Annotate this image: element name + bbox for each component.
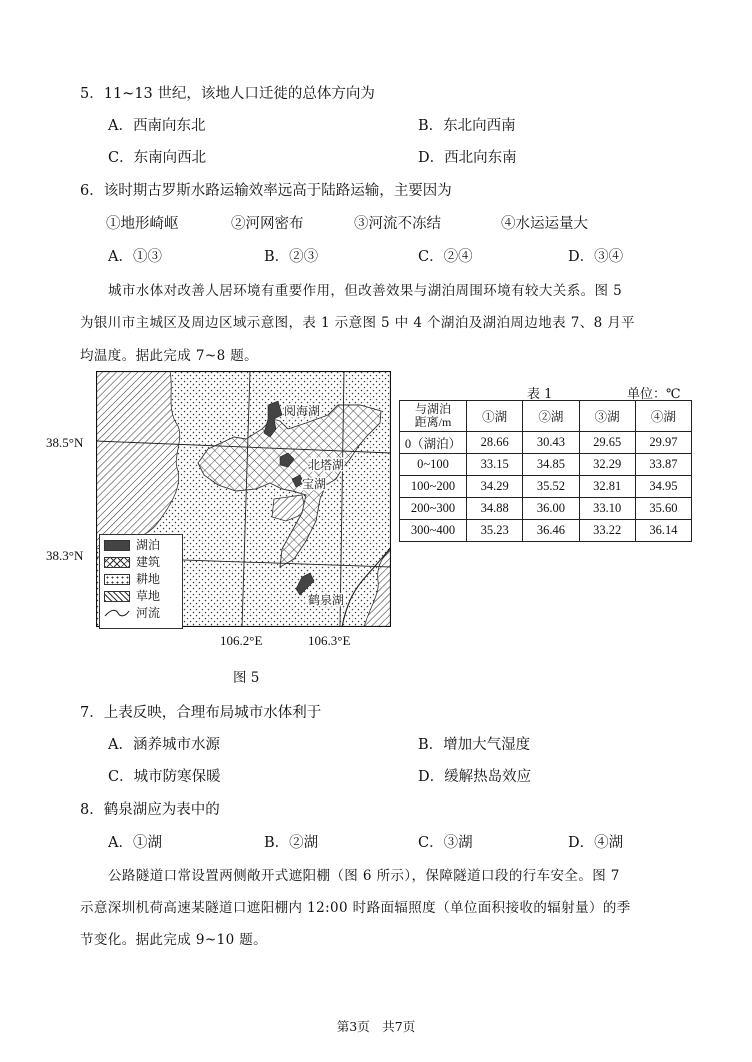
q6-option-c: C．②④ (418, 249, 473, 265)
q6-item-3: ③河流不冻结 (354, 216, 441, 232)
row-label: 100~200 (400, 476, 467, 498)
q7-stem: 7．上表反映，合理布局城市水体利于 (80, 705, 322, 721)
q6-item-2: ②河网密布 (231, 216, 304, 232)
legend-label-river: 河流 (136, 606, 161, 620)
lat-label-38-5: 38.5°N (46, 435, 84, 450)
q5-option-a: A．西南向东北 (108, 118, 206, 134)
legend-swatch-lake (104, 540, 130, 551)
legend-label-building: 建筑 (136, 555, 161, 569)
table-row (400, 520, 692, 542)
label-bao: 宝湖 (302, 477, 327, 491)
table-row (400, 476, 692, 498)
label-beita: 北塔湖 (308, 458, 345, 472)
q6-option-a: A．①③ (108, 249, 162, 265)
intro-9-10-line-2: 示意深圳机荷高速某隧道口遮阳棚内 12:00 时路面辐照度（单位面积接收的辐射量）的季 (80, 900, 631, 916)
figure-5-caption: 图 5 (233, 670, 260, 686)
table-cell: 33.22 (579, 520, 635, 542)
table-1-title: 表 1 (527, 387, 553, 402)
table-cell: 34.88 (467, 498, 523, 520)
q8-option-b: B．②湖 (264, 835, 319, 851)
q6-option-d: D．③④ (568, 249, 624, 265)
table-cell: 33.15 (467, 454, 523, 476)
q5-option-d: D．西北向东南 (418, 150, 517, 166)
table-1 (399, 400, 692, 542)
legend-swatch-building (104, 557, 130, 568)
table-cell: 35.52 (523, 476, 579, 498)
header-distance-line-2: 距离/m (414, 415, 452, 429)
q8-option-a: A．①湖 (108, 835, 162, 851)
header-distance-line-1: 与湖泊 (414, 402, 451, 416)
row-label: 0（湖泊） (400, 432, 467, 454)
q7-option-d: D．缓解热岛效应 (418, 769, 532, 785)
legend-swatch-river (104, 608, 130, 619)
q6-option-b: B．②③ (264, 249, 319, 265)
intro-7-8-line-1: 城市水体对改善人居环境有重要作用，但改善效果与湖泊周围环境有较大关系。图 5 (108, 283, 623, 299)
table-cell: 34.85 (523, 454, 579, 476)
table-row (400, 454, 692, 476)
table-cell: 34.95 (635, 476, 691, 498)
table-cell: 36.46 (523, 520, 579, 542)
table-header-lake-4: ④湖 (635, 401, 691, 432)
row-label: 0~100 (400, 454, 467, 476)
q5-option-b: B．东北向西南 (418, 118, 516, 134)
intro-7-8-line-3: 均温度。据此完成 7~8 题。 (80, 348, 259, 364)
label-hequan: 鹤泉湖 (308, 593, 345, 607)
q8-option-c: C．③湖 (418, 835, 473, 851)
table-1-unit: 单位：℃ (627, 387, 681, 402)
table-cell: 32.29 (579, 454, 635, 476)
table-cell: 28.66 (467, 432, 523, 454)
q5-option-c: C．东南向西北 (108, 150, 207, 166)
q5-stem: 5．11~13 世纪，该地人口迁徙的总体方向为 (80, 86, 375, 102)
table-header-row (400, 401, 692, 432)
intro-7-8-line-2: 为银川市主城区及周边区域示意图，表 1 示意图 5 中 4 个湖泊及湖泊周边地表 7、8 月平 (80, 315, 636, 331)
legend-swatch-grassland (104, 591, 130, 602)
table-cell: 36.14 (635, 520, 691, 542)
table-cell: 30.43 (523, 432, 579, 454)
legend-label-lake: 湖泊 (136, 538, 161, 552)
table-header-lake-3: ③湖 (579, 401, 635, 432)
q6-item-1: ①地形崎岖 (106, 216, 179, 232)
row-label: 200~300 (400, 498, 467, 520)
table-cell: 32.81 (579, 476, 635, 498)
table-cell: 29.65 (579, 432, 635, 454)
table-header-lake-2: ②湖 (523, 401, 579, 432)
row-label: 300~400 (400, 520, 467, 542)
intro-9-10-line-1: 公路隧道口常设置两侧敞开式遮阳棚（图 6 所示），保障隧道口段的行车安全。图 7 (108, 868, 620, 884)
q6-item-4: ④水运运量大 (501, 216, 588, 232)
table-row (400, 432, 692, 454)
table-cell: 33.10 (579, 498, 635, 520)
q7-option-c: C．城市防寒保暖 (108, 769, 221, 785)
lon-label-106-2: 106.2°E (220, 633, 263, 648)
table-header-distance (400, 401, 467, 432)
table-cell: 36.00 (523, 498, 579, 520)
map-legend (99, 534, 183, 629)
q8-stem: 8．鹤泉湖应为表中的 (80, 802, 220, 818)
q7-option-b: B．增加大气湿度 (418, 737, 531, 753)
legend-swatch-cropland (104, 574, 130, 585)
table-cell: 33.87 (635, 454, 691, 476)
q7-option-a: A．涵养城市水源 (108, 737, 220, 753)
lon-label-106-3: 106.3°E (308, 633, 351, 648)
page-footer: 第3页 共7页 (336, 1019, 416, 1034)
label-yuehai: 阅海湖 (284, 404, 321, 418)
lat-label-38-3: 38.3°N (46, 548, 84, 563)
table-cell: 35.23 (467, 520, 523, 542)
q6-stem: 6．该时期古罗斯水路运输效率远高于陆路运输，主要因为 (80, 183, 452, 199)
table-cell: 29.97 (635, 432, 691, 454)
table-cell: 34.29 (467, 476, 523, 498)
q8-option-d: D．④湖 (568, 835, 624, 851)
table-cell: 35.60 (635, 498, 691, 520)
legend-label-grassland: 草地 (136, 589, 161, 603)
table-row (400, 498, 692, 520)
table-header-lake-1: ①湖 (467, 401, 523, 432)
legend-label-cropland: 耕地 (136, 572, 161, 586)
intro-9-10-line-3: 节变化。据此完成 9~10 题。 (80, 932, 268, 948)
